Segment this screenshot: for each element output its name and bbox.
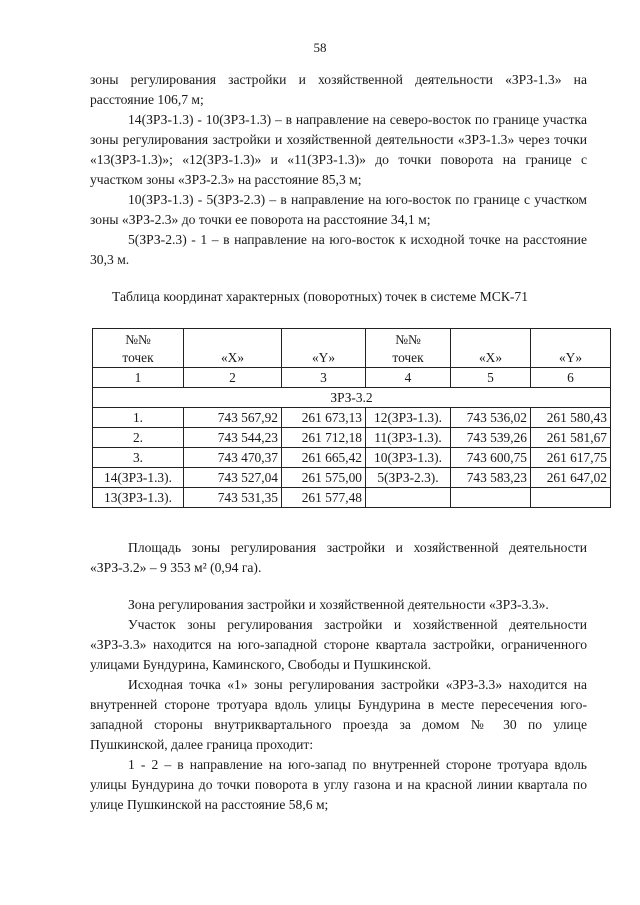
table-header-cell: «X» (451, 329, 531, 368)
table-section-row (93, 388, 611, 408)
paragraph: 10(ЗРЗ-1.3) - 5(ЗРЗ-2.3) – в направление на юго-восток по границе с участком зоны «ЗРЗ-2.3» до точки ее поворота на расстояние 34,1 м; (90, 192, 587, 227)
table-cell (451, 488, 531, 508)
table-cell: 1. (93, 408, 184, 428)
column-number-cell: 5 (451, 368, 531, 388)
area-text-block (90, 538, 587, 578)
table-row (93, 488, 611, 508)
table-row (93, 428, 611, 448)
table-cell: 13(ЗРЗ-1.3). (93, 488, 184, 508)
table-cell: 261 575,00 (282, 468, 366, 488)
table-cell: 261 647,02 (531, 468, 611, 488)
paragraph: Исходная точка «1» зоны регулирования застройки «ЗРЗ-3.3» находится на внутренней стороне тротуара вдоль улицы Бундурина в месте пересечения юго-западной стороны внутриквартального проезда за домом № 30 по улице Пушкинской, далее граница проходит: (90, 677, 587, 752)
table-cell: 743 527,04 (184, 468, 282, 488)
paragraph: 1 - 2 – в направление на юго-запад по внутренней стороне тротуара вдоль улицы Бундурина до точки поворота в углу газона и на красной линии квартала по улице Пушкинской на расстояние 58,6 м; (90, 757, 587, 812)
table-header-cell: №№ точек (366, 329, 451, 368)
table-cell: 12(ЗРЗ-1.3). (366, 408, 451, 428)
table-cell: 10(ЗРЗ-1.3). (366, 448, 451, 468)
table-cell: 743 583,23 (451, 468, 531, 488)
table-cell: 261 673,13 (282, 408, 366, 428)
table-header-row (93, 329, 611, 368)
table-header-cell: «Y» (282, 329, 366, 368)
table-cell: 743 539,26 (451, 428, 531, 448)
paragraph: 14(ЗРЗ-1.3) - 10(ЗРЗ-1.3) – в направление на северо-восток по границе участка зоны регулирования застройки и хозяйственной деятельности «ЗРЗ-1.3» через точки «13(ЗРЗ-1.3)»; «12(ЗРЗ-1.3)» и «11(ЗРЗ-1.3)» до точки поворота на границе с участком зоны «ЗРЗ-2.3» на расстояние 85,3 м; (90, 112, 587, 187)
table-row (93, 408, 611, 428)
table-cell: 261 580,43 (531, 408, 611, 428)
table-header-cell: «X» (184, 329, 282, 368)
table-cell: 11(ЗРЗ-1.3). (366, 428, 451, 448)
table-column-numbers-row (93, 368, 611, 388)
table-cell: 261 712,18 (282, 428, 366, 448)
table-cell: 743 470,37 (184, 448, 282, 468)
table-cell (366, 488, 451, 508)
column-number-cell: 6 (531, 368, 611, 388)
table-cell: 743 536,02 (451, 408, 531, 428)
paragraph: 5(ЗРЗ-2.3) - 1 – в направление на юго-восток к исходной точке на расстояние 30,3 м. (90, 232, 587, 267)
table-cell: 5(ЗРЗ-2.3). (366, 468, 451, 488)
table-cell: 261 665,42 (282, 448, 366, 468)
table-cell: 743 531,35 (184, 488, 282, 508)
table-cell: 3. (93, 448, 184, 468)
table-cell: 743 567,92 (184, 408, 282, 428)
table-header-cell: №№ точек (93, 329, 184, 368)
paragraph: Площадь зоны регулирования застройки и хозяйственной деятельности «ЗРЗ-3.2» – 9 353 м² (0,94 га). (90, 540, 587, 575)
table-cell: 261 577,48 (282, 488, 366, 508)
table-cell: 743 600,75 (451, 448, 531, 468)
table-cell: 743 544,23 (184, 428, 282, 448)
column-number-cell: 1 (93, 368, 184, 388)
column-number-cell: 4 (366, 368, 451, 388)
coordinates-table (92, 328, 611, 508)
paragraph: Участок зоны регулирования застройки и хозяйственной деятельности «ЗРЗ-3.3» находится на юго-западной стороне квартала застройки, ограниченного улицами Бундурина, Каминского, Свободы и Пушкинской. (90, 617, 587, 672)
table-cell: 261 617,75 (531, 448, 611, 468)
table-cell: 261 581,67 (531, 428, 611, 448)
table-row (93, 468, 611, 488)
table-caption: Таблица координат характерных (поворотных) точек в системе МСК-71 (111, 289, 529, 304)
table-cell: 14(ЗРЗ-1.3). (93, 468, 184, 488)
table-row (93, 448, 611, 468)
section-title-cell: ЗРЗ-3.2 (93, 388, 611, 408)
column-number-cell: 2 (184, 368, 282, 388)
page-number: 58 (313, 40, 327, 55)
paragraph: зоны регулирования застройки и хозяйственной деятельности «ЗРЗ-1.3» на расстояние 106,7 м; (90, 72, 587, 107)
column-number-cell: 3 (282, 368, 366, 388)
table-header-cell: «Y» (531, 329, 611, 368)
intro-text-block (90, 70, 587, 270)
table-cell (531, 488, 611, 508)
zone-description-block (90, 595, 587, 815)
table-cell: 2. (93, 428, 184, 448)
paragraph: Зона регулирования застройки и хозяйственной деятельности «ЗРЗ-3.3». (128, 597, 549, 612)
